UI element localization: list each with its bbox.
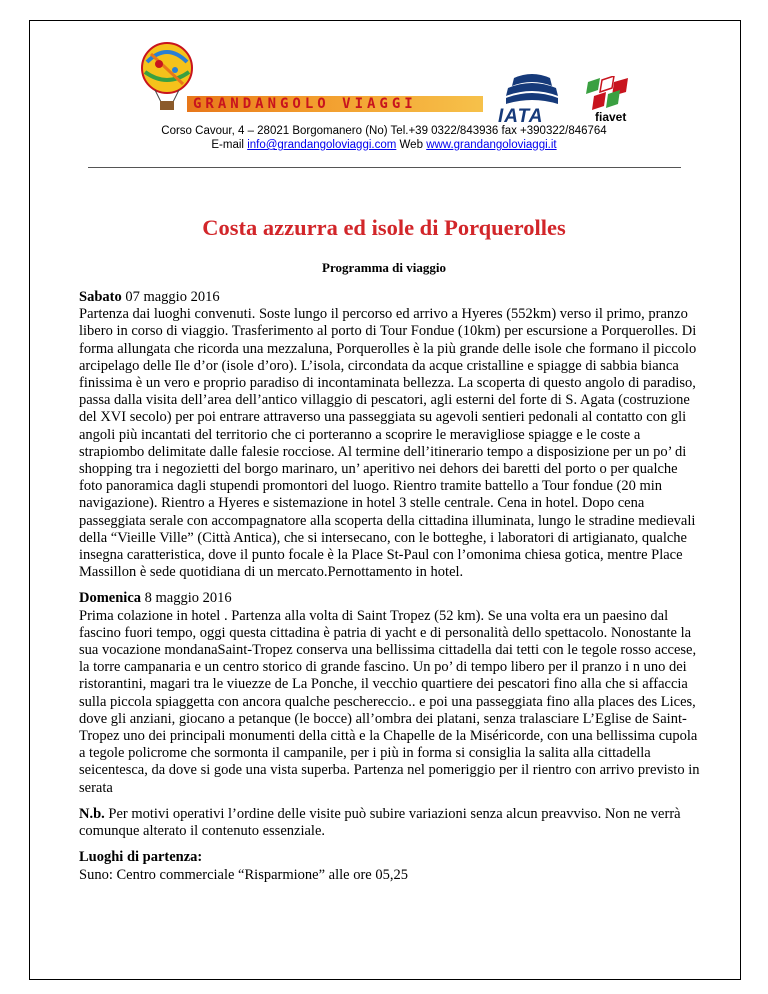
day2-day: Domenica xyxy=(79,590,142,607)
fiavet-label: fiavet xyxy=(595,110,627,124)
agency-contacts xyxy=(0,138,768,152)
departure-line: Suno: Centro commerciale “Risparmione” alle ore 05,25 xyxy=(79,866,408,883)
note-text: Per motivi operativi l’ordine delle visite può subire variazioni senza alcun preavviso. Non ne verrà comunque alterato il contenuto essenziale. xyxy=(79,805,681,840)
day2-text: Prima colazione in hotel . Partenza alla volta di Saint Tropez (52 km). Se una volta era un paesino dal fascino fuori tempo, oggi questa cittadina è patria di yacht e di personalità dello spettacolo. Nonostante la sua vocazione mondanaSaint-Tropez conserva una bellissima cittadella dai tetti con le tegole rosso accese, la torre campanaria e un centro storico di grande fascino. Un po’ di tempo libero per il pranzo i n uno dei ristorantini, magari tra le viuezze de La Ponche, il vecchio quartiere dei pescatori fino alla che si affaccia sulla piccola spiaggetta con ancora qualche peschereccio.. e poi una passeggiata fino alla places des Lices, dove gli anziani, giocano a petanque (le bocce) all’ombra dei platani, senza tralasciare L’Eglise de Saint-Tropez uno dei principali monumenti della città e la Chapelle de la Miséricorde, con una bellissima cupola a tegole policrome che sormonta il campanile, per i più in forma si consiglia la salita alla cittadella seicentesca, da dove si gode una vista superba. Partenza nel pomeriggio per il rientro con arrivo previsto in serata xyxy=(79,607,700,796)
agency-address: Corso Cavour, 4 – 28021 Borgomanero (No) Tel.+39 0322/843936 fax +390322/846764 xyxy=(161,125,607,137)
header-divider xyxy=(88,167,681,168)
document-subtitle: Programma di viaggio xyxy=(322,260,446,275)
departures-section xyxy=(79,849,701,883)
day2-date: 8 maggio 2016 xyxy=(141,590,232,607)
day1-text: Partenza dai luoghi convenuti. Soste lungo il percorso ed arrivo a Hyeres (552km) verso il primo, pranzo libero in corso di viaggio. Trasferimento al porto di Tour Fondue (10km) per escursione a Porquerolles. Di forma allungata che ricorda una mezzaluna, Porquerolles è la più grande delle isole che formano il piccolo arcipelago delle Ile d’or (isole d’oro). L’isola, circondata da acque cristalline e spiagge di sabbia bianca finissima è un vero e proprio paradiso di incontaminata bellezza. La scoperta di questo angolo di paradiso, passa dalla visita dell’area dell’antico villaggio di pescatori, agli esterni del forte di S. Agata (costruzione del XVI secolo) per poi entrare attraverso una passeggiata su agevoli sentieri pedonali al contatto con gli angoli più incantati del territorio che ci porteranno a scoprire le meravigliose spiagge e le coste a strapiombo delimitate dalle falesie rocciose. Al termine dell’itinerario tempo a disposizione per un po’ di shopping tra i negozietti del borgo marinaro, un’ aperitivo nei dehors dei baretti del porto o per qualche foto panoramica dagli stupendi promontori del luogo. Rientro tramite battello a Tour fondue (20 min navigazione). Rientro a Hyeres e sistemazione in hotel 3 stelle centrale. Cena in hotel. Dopo cena passeggiata serale con accompagnatore alla scoperta della cittadina illuminata, lungo le stradine medievali della “Vieille Ville” (Città Antica), che si intersecano, con le botteghe, i laboratori di artigianato, qualche insegna caratteristica, dove il punto focale è la Place St-Paul con l’omonima chiesa gotica, mentre Place Massillon è sede quotidiana di un mercato.Pernottamento in hotel. xyxy=(79,306,697,581)
email-link[interactable]: info@grandangoloviaggi.com xyxy=(247,139,397,151)
departures-label: Luoghi di partenza: xyxy=(79,849,203,866)
day1-date: 07 maggio 2016 xyxy=(121,289,220,305)
iata-label: IATA xyxy=(498,106,544,127)
day1-day: Sabato xyxy=(79,289,122,305)
day1-section xyxy=(79,289,701,581)
web-link[interactable]: www.grandangoloviaggi.it xyxy=(426,139,557,151)
note-label: N.b. xyxy=(79,805,105,822)
day2-section xyxy=(79,590,701,796)
itinerary-body xyxy=(79,289,701,893)
fiavet-logo xyxy=(584,76,632,110)
brand-name: GRANDANGOLO VIAGGI xyxy=(193,96,417,112)
email-label: E-mail xyxy=(211,139,244,151)
web-label: Web xyxy=(399,139,423,151)
document-title: Costa azzurra ed isole di Porquerolles xyxy=(202,215,566,240)
note-section xyxy=(79,806,701,840)
